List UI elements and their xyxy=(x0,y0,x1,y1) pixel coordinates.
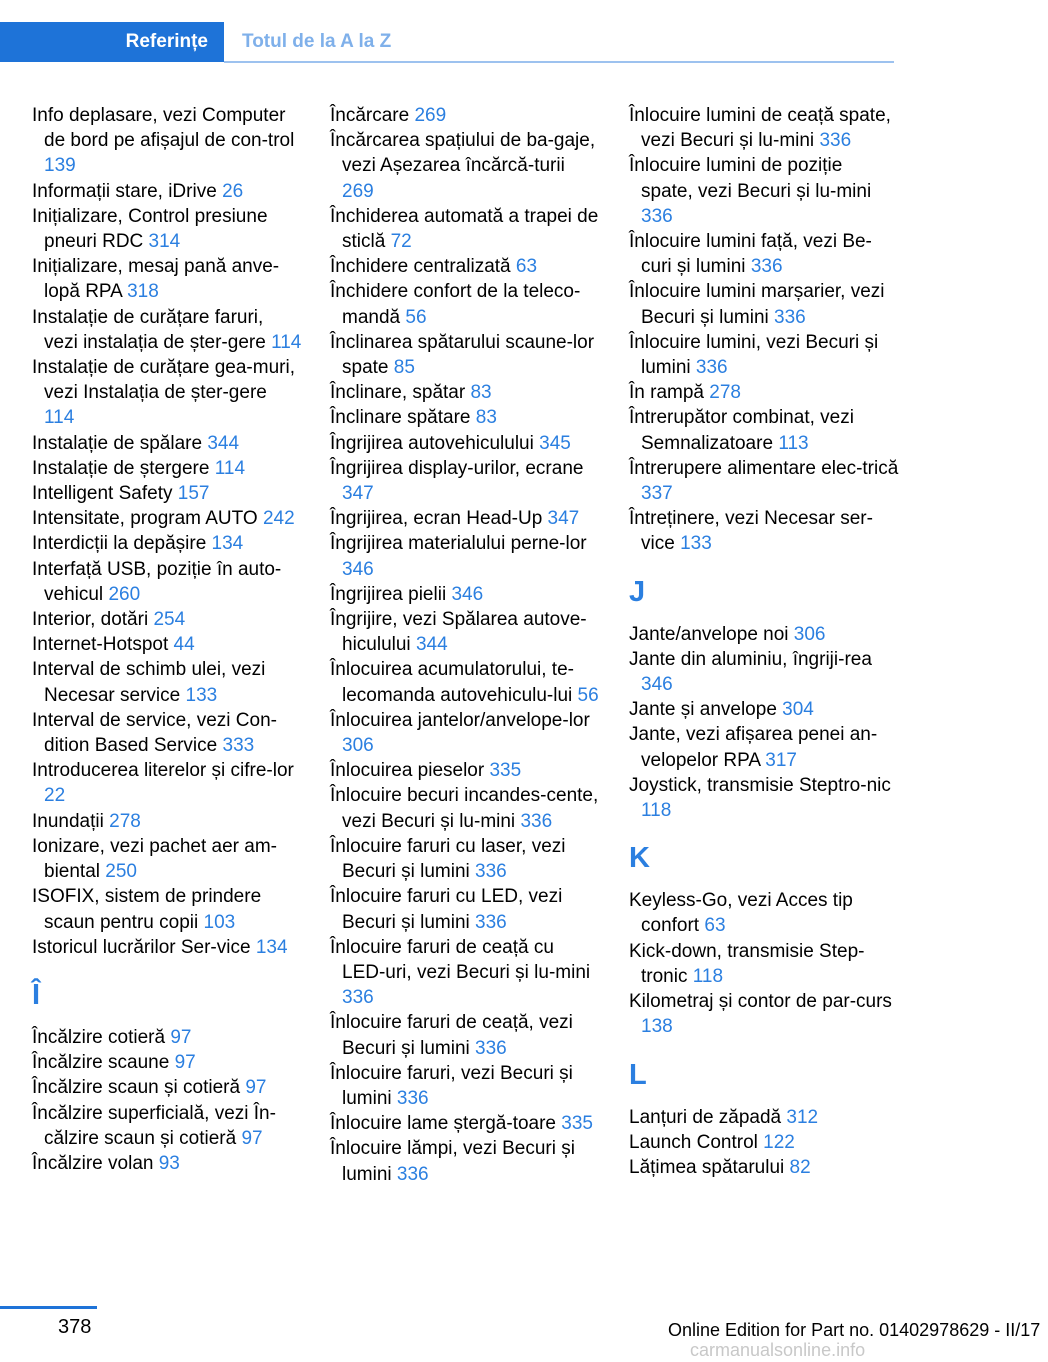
index-entry-text: Introducerea literelor și cifre-lor xyxy=(32,760,294,782)
edition-note: Online Edition for Part no. 01402978629 - II/17 xyxy=(668,1320,1041,1340)
page-link[interactable]: 83 xyxy=(475,407,497,429)
index-entry-text: Încălzire scaune xyxy=(32,1052,170,1074)
page-link[interactable]: 72 xyxy=(390,231,412,253)
index-entry-text: Info deplasare, vezi Computer de bord pe afișajul de con-trol xyxy=(32,105,295,152)
index-entry xyxy=(32,758,302,808)
page-link[interactable]: 269 xyxy=(342,180,374,202)
index-entry xyxy=(629,380,899,405)
index-entry xyxy=(330,330,600,380)
index-entry xyxy=(629,697,899,722)
page-link[interactable]: 312 xyxy=(786,1106,819,1128)
index-entry xyxy=(330,103,600,128)
page-link[interactable]: 345 xyxy=(539,432,571,454)
index-entry xyxy=(629,456,899,506)
page-link[interactable]: 337 xyxy=(641,483,673,505)
index-entry-text: Îngrijirea pielii xyxy=(330,583,447,605)
page-link[interactable]: 336 xyxy=(819,130,852,152)
index-entry xyxy=(330,531,600,581)
page-link[interactable]: 306 xyxy=(342,735,374,757)
index-entry-text: Încălzire scaun și cotieră xyxy=(32,1077,241,1099)
page-link[interactable]: 317 xyxy=(765,749,797,771)
watermark: carmanualsonline.info xyxy=(690,1340,866,1360)
index-entry-text: Interdicții la depășire xyxy=(32,533,207,555)
page-link[interactable]: 333 xyxy=(222,735,255,757)
index-entry-text: Jante/anvelope noi xyxy=(629,623,789,645)
page-link[interactable]: 114 xyxy=(271,331,302,353)
page-link[interactable]: 336 xyxy=(342,987,374,1009)
index-entry-text: Înclinare spătare xyxy=(330,407,471,429)
index-entry xyxy=(32,607,302,632)
page-link[interactable]: 254 xyxy=(153,609,186,631)
index-entry-text: Îngrijirea materialului perne-lor xyxy=(330,533,587,555)
index-entry xyxy=(32,431,302,456)
index-entry xyxy=(32,456,302,481)
page-link[interactable]: 114 xyxy=(44,407,75,429)
index-entry xyxy=(629,1105,899,1130)
index-entry xyxy=(32,834,302,884)
index-entry xyxy=(330,204,600,254)
index-entry-text: Închidere centralizată xyxy=(330,256,511,278)
index-entry xyxy=(629,229,899,279)
page-link[interactable]: 242 xyxy=(262,508,295,530)
index-entry xyxy=(32,506,302,531)
page-link[interactable]: 318 xyxy=(127,281,159,303)
index-entry xyxy=(32,305,302,355)
index-entry-text: Instalație de curățare gea-muri, vezi Instalația de șter-gere xyxy=(32,357,295,404)
index-entry xyxy=(629,153,899,229)
index-entry-text: ISOFIX, sistem de prindere scaun pentru copii xyxy=(32,886,262,933)
index-entry-text: În rampă xyxy=(629,382,704,404)
index-entry-text: Înlocuire lămpi, vezi Becuri și lumini xyxy=(330,1138,575,1185)
page-link[interactable]: 82 xyxy=(789,1156,811,1178)
index-entry xyxy=(32,1151,302,1176)
index-entry xyxy=(330,431,600,456)
page-link[interactable]: 56 xyxy=(405,306,427,328)
index-entry-text: Înlocuirea pieselor xyxy=(330,760,485,782)
index-entry-text: Jante, vezi afișarea penei an-velopelor RPA xyxy=(629,724,878,771)
index-entry-text: Lanțuri de zăpadă xyxy=(629,1106,782,1128)
page-link[interactable]: 93 xyxy=(158,1152,180,1174)
page-link[interactable]: 278 xyxy=(709,382,741,404)
page-link[interactable]: 336 xyxy=(475,911,507,933)
footer-accent-line xyxy=(0,1306,97,1309)
index-entry-text: Istoricul lucrărilor Ser-vice xyxy=(32,936,251,958)
index-entry-text: Joystick, transmisie Steptro-nic xyxy=(629,774,891,796)
index-entry-text: Intelligent Safety xyxy=(32,483,173,505)
index-entry xyxy=(330,279,600,329)
index-entry xyxy=(330,884,600,934)
page-link[interactable]: 278 xyxy=(109,810,141,832)
index-entry-text: Închidere confort de la teleco-mandă xyxy=(330,281,581,328)
index-column-3 xyxy=(629,103,899,1180)
index-entry xyxy=(32,935,302,960)
index-entry-text: Inițializare, mesaj pană anve-lopă RPA xyxy=(32,256,280,303)
section-letter: J xyxy=(629,575,646,608)
index-entry xyxy=(330,506,600,531)
index-entry xyxy=(330,128,600,204)
page-link[interactable]: 346 xyxy=(342,558,374,580)
index-entry xyxy=(32,355,302,431)
index-entry-text: Interior, dotări xyxy=(32,609,149,631)
index-entry xyxy=(32,1025,302,1050)
index-entry xyxy=(330,607,600,657)
index-entry-text: Întreținere, vezi Necesar ser-vice xyxy=(629,508,873,555)
page-link[interactable]: 336 xyxy=(750,256,783,278)
index-entry-text: Înlocuire lumini marșarier, vezi Becuri și lumini xyxy=(629,281,885,328)
index-entry-text: Înlocuire lumini de ceață spate, vezi Becuri și lu-mini xyxy=(629,105,891,152)
page-link[interactable]: 113 xyxy=(778,432,809,454)
page-link[interactable]: 314 xyxy=(148,231,181,253)
index-entry xyxy=(629,722,899,772)
index-entry xyxy=(629,773,899,823)
page-link[interactable]: 44 xyxy=(173,634,195,656)
section-letter: L xyxy=(629,1058,647,1091)
index-entry xyxy=(32,657,302,707)
index-entry-text: Înlocuire faruri, vezi Becuri și lumini xyxy=(330,1062,573,1109)
index-column-1 xyxy=(32,103,302,1176)
page-link[interactable]: 97 xyxy=(241,1127,263,1149)
index-entry-text: Înlocuire lumini față, vezi Be-curi și lumini xyxy=(629,231,872,278)
index-entry-text: Îngrijirea autovehiculului xyxy=(330,432,534,454)
index-entry xyxy=(629,279,899,329)
index-entry xyxy=(32,103,302,179)
index-entry-text: Înlocuire lame ștergă-toare xyxy=(330,1113,556,1135)
page-link[interactable]: 336 xyxy=(695,357,728,379)
index-entry-text: Interval de service, vezi Con-dition Based Service xyxy=(32,709,277,757)
index-entry-text: Îngrijirea, ecran Head-Up xyxy=(330,508,543,530)
index-entry-text: Instalație de ștergere xyxy=(32,457,210,479)
page-link[interactable]: 63 xyxy=(515,256,538,278)
header-bar xyxy=(0,0,960,64)
index-entry xyxy=(32,1075,302,1100)
index-entry xyxy=(629,1130,899,1155)
index-entry-text: Înlocuire faruri cu laser, vezi Becuri și lumini xyxy=(330,835,566,883)
index-entry-text: Îngrijirea display-urilor, ecrane xyxy=(330,457,584,479)
index-entry-text: Kilometraj și contor de par-curs xyxy=(629,991,892,1013)
index-entry xyxy=(629,405,899,455)
page-link[interactable]: 269 xyxy=(414,105,447,126)
index-entry xyxy=(32,204,302,254)
page-link[interactable]: 336 xyxy=(396,1087,429,1109)
page-link[interactable]: 134 xyxy=(255,936,288,958)
page-link[interactable]: 56 xyxy=(577,684,599,706)
index-entry-text: Jante din aluminiu, îngriji-rea xyxy=(629,648,872,670)
section-letter: Î xyxy=(32,978,41,1011)
index-entry-text: Informații stare, iDrive xyxy=(32,180,217,202)
section-letter: K xyxy=(629,842,650,875)
page-link[interactable]: 139 xyxy=(44,155,76,177)
index-entry-text: Inundații xyxy=(32,810,104,832)
page-link[interactable]: 335 xyxy=(561,1113,593,1135)
index-entry xyxy=(330,758,600,783)
index-entry xyxy=(330,708,600,758)
index-entry xyxy=(330,1136,600,1186)
page-link[interactable]: 336 xyxy=(774,306,806,328)
index-entry-text: Internet-Hotspot xyxy=(32,634,169,656)
page-link[interactable]: 344 xyxy=(207,432,240,454)
page-link[interactable]: 336 xyxy=(475,1037,507,1059)
page-link[interactable]: 63 xyxy=(704,915,726,937)
index-entry xyxy=(32,531,302,556)
index-entry xyxy=(32,1050,302,1075)
page-link[interactable]: 85 xyxy=(393,357,415,379)
page-link[interactable]: 347 xyxy=(342,483,374,505)
index-entry xyxy=(32,481,302,506)
index-entry xyxy=(629,888,899,938)
index-entry xyxy=(32,1101,302,1151)
page-link[interactable]: 344 xyxy=(415,634,448,656)
index-entry-text: Înlocuirea jantelor/anvelope-lor xyxy=(330,709,590,731)
page-link[interactable]: 118 xyxy=(641,800,672,822)
page-link[interactable]: 122 xyxy=(763,1131,795,1153)
index-entry-text: Încărcarea spațiului de ba-gaje, vezi Așezarea încărcă-turii xyxy=(330,130,596,177)
index-entry-text: Interfață USB, poziție în auto-vehicul xyxy=(32,558,282,605)
index-column-2 xyxy=(330,103,600,1187)
page-link[interactable]: 250 xyxy=(105,861,137,883)
page-link[interactable]: 97 xyxy=(174,1052,196,1074)
page-link[interactable]: 336 xyxy=(475,861,507,883)
index-entry-text: Încălzire superficială, vezi În-călzire scaun și cotieră xyxy=(32,1102,276,1149)
index-entry-text: Întrerupător combinat, vezi Semnalizatoare xyxy=(629,407,854,454)
index-entry xyxy=(629,647,899,697)
page-link[interactable]: 157 xyxy=(177,483,210,505)
index-entry xyxy=(330,935,600,1011)
index-entry-text: Îngrijire, vezi Spălarea autove-hiculului xyxy=(330,609,587,656)
index-entry-text: Intensitate, program AUTO xyxy=(32,508,258,530)
index-entry-text: Încălzire volan xyxy=(32,1152,154,1174)
index-entry-text: Înlocuire lumini, vezi Becuri și lumini xyxy=(629,331,879,379)
page-link[interactable]: 304 xyxy=(782,699,814,721)
index-entry xyxy=(330,380,600,405)
index-entry xyxy=(330,783,600,833)
index-entry-text: Jante și anvelope xyxy=(629,699,777,721)
page-link[interactable]: 22 xyxy=(44,785,66,807)
page-link[interactable]: 134 xyxy=(211,533,244,555)
index-entry xyxy=(330,254,600,279)
page-link[interactable]: 347 xyxy=(547,508,580,530)
header-divider xyxy=(224,61,894,63)
index-entry-text: Lățimea spătarului xyxy=(629,1156,785,1178)
page-link[interactable]: 133 xyxy=(680,533,712,555)
index-entry-text: Kick-down, transmisie Step-tronic xyxy=(629,940,865,987)
index-entry-text: Înlocuire becuri incandes-cente, vezi Becuri și lu-mini xyxy=(330,785,599,832)
page-link[interactable]: 26 xyxy=(222,180,244,202)
page-link[interactable]: 83 xyxy=(470,382,492,404)
page-link[interactable]: 97 xyxy=(170,1026,192,1048)
index-entry xyxy=(32,179,302,204)
page-link[interactable]: 97 xyxy=(245,1077,267,1099)
page-link[interactable]: 114 xyxy=(214,457,246,479)
page-link[interactable]: 260 xyxy=(108,583,141,605)
index-entry-text: Keyless-Go, vezi Acces tip confort xyxy=(629,890,853,937)
index-entry xyxy=(32,632,302,657)
index-entry-text: Înlocuire faruri cu LED, vezi Becuri și lumini xyxy=(330,886,563,933)
index-entry xyxy=(32,557,302,607)
index-entry-text: Încălzire cotieră xyxy=(32,1026,166,1048)
index-entry xyxy=(330,1010,600,1060)
tab-references[interactable]: Referințe xyxy=(0,22,224,62)
index-entry-text: Închiderea automată a trapei de sticlă xyxy=(330,205,599,253)
index-entry xyxy=(32,809,302,834)
page-link[interactable]: 336 xyxy=(641,205,673,227)
index-entry xyxy=(330,1061,600,1111)
index-entry-text: Înlocuire faruri de ceață, vezi Becuri și lumini xyxy=(330,1012,573,1059)
page-link[interactable]: 118 xyxy=(692,965,724,987)
index-entry xyxy=(629,622,899,647)
index-entry xyxy=(629,989,899,1039)
page-link[interactable]: 336 xyxy=(520,810,553,832)
page-link[interactable]: 306 xyxy=(793,623,826,645)
index-entry xyxy=(629,506,899,556)
index-entry-text: Înclinarea spătarului scaune-lor spate xyxy=(330,331,595,379)
page-link[interactable]: 133 xyxy=(185,684,218,706)
index-entry-text: Înclinare, spătar xyxy=(330,382,466,404)
index-entry-text: Instalație de curățare faruri, vezi instalația de șter-gere xyxy=(32,306,266,353)
index-entry-text: Încărcare xyxy=(330,105,410,126)
index-entry-text: Ionizare, vezi pachet aer am-biental xyxy=(32,835,278,883)
page-link[interactable]: 335 xyxy=(489,760,522,782)
page-link[interactable]: 138 xyxy=(641,1016,673,1038)
page-link[interactable]: 103 xyxy=(203,911,236,933)
index-entry-text: Instalație de spălare xyxy=(32,432,203,454)
index-entry xyxy=(330,405,600,430)
index-entry xyxy=(629,939,899,989)
index-entry-text: Înlocuire faruri de ceață cu LED-uri, vezi Becuri și lu-mini xyxy=(330,936,591,983)
index-entry-text: Înlocuirea acumulatorului, te-lecomanda autovehiculu-lui xyxy=(330,659,574,706)
index-entry-text: Întrerupere alimentare elec-trică xyxy=(629,457,899,479)
index-entry xyxy=(629,103,899,153)
page-link[interactable]: 336 xyxy=(396,1163,429,1185)
index-entry-text: Interval de schimb ulei, vezi Necesar service xyxy=(32,659,266,706)
tab-a-to-z[interactable]: Totul de la A la Z xyxy=(242,31,392,52)
index-entry xyxy=(32,884,302,934)
page-link[interactable]: 346 xyxy=(451,583,484,605)
index-entry xyxy=(330,456,600,506)
index-entry xyxy=(629,330,899,380)
page-link[interactable]: 346 xyxy=(641,674,673,696)
index-entry xyxy=(330,582,600,607)
index-entry xyxy=(32,254,302,304)
index-entry xyxy=(32,708,302,758)
index-entry xyxy=(330,657,600,707)
page-number: 378 xyxy=(58,1316,92,1338)
index-entry xyxy=(629,1155,899,1180)
index-entry-text: Inițializare, Control presiune pneuri RDC xyxy=(32,205,268,253)
index-entry-text: Înlocuire lumini de poziție spate, vezi Becuri și lu-mini xyxy=(629,155,872,202)
index-entry xyxy=(330,834,600,884)
index-entry-text: Launch Control xyxy=(629,1131,758,1153)
index-entry xyxy=(330,1111,600,1136)
